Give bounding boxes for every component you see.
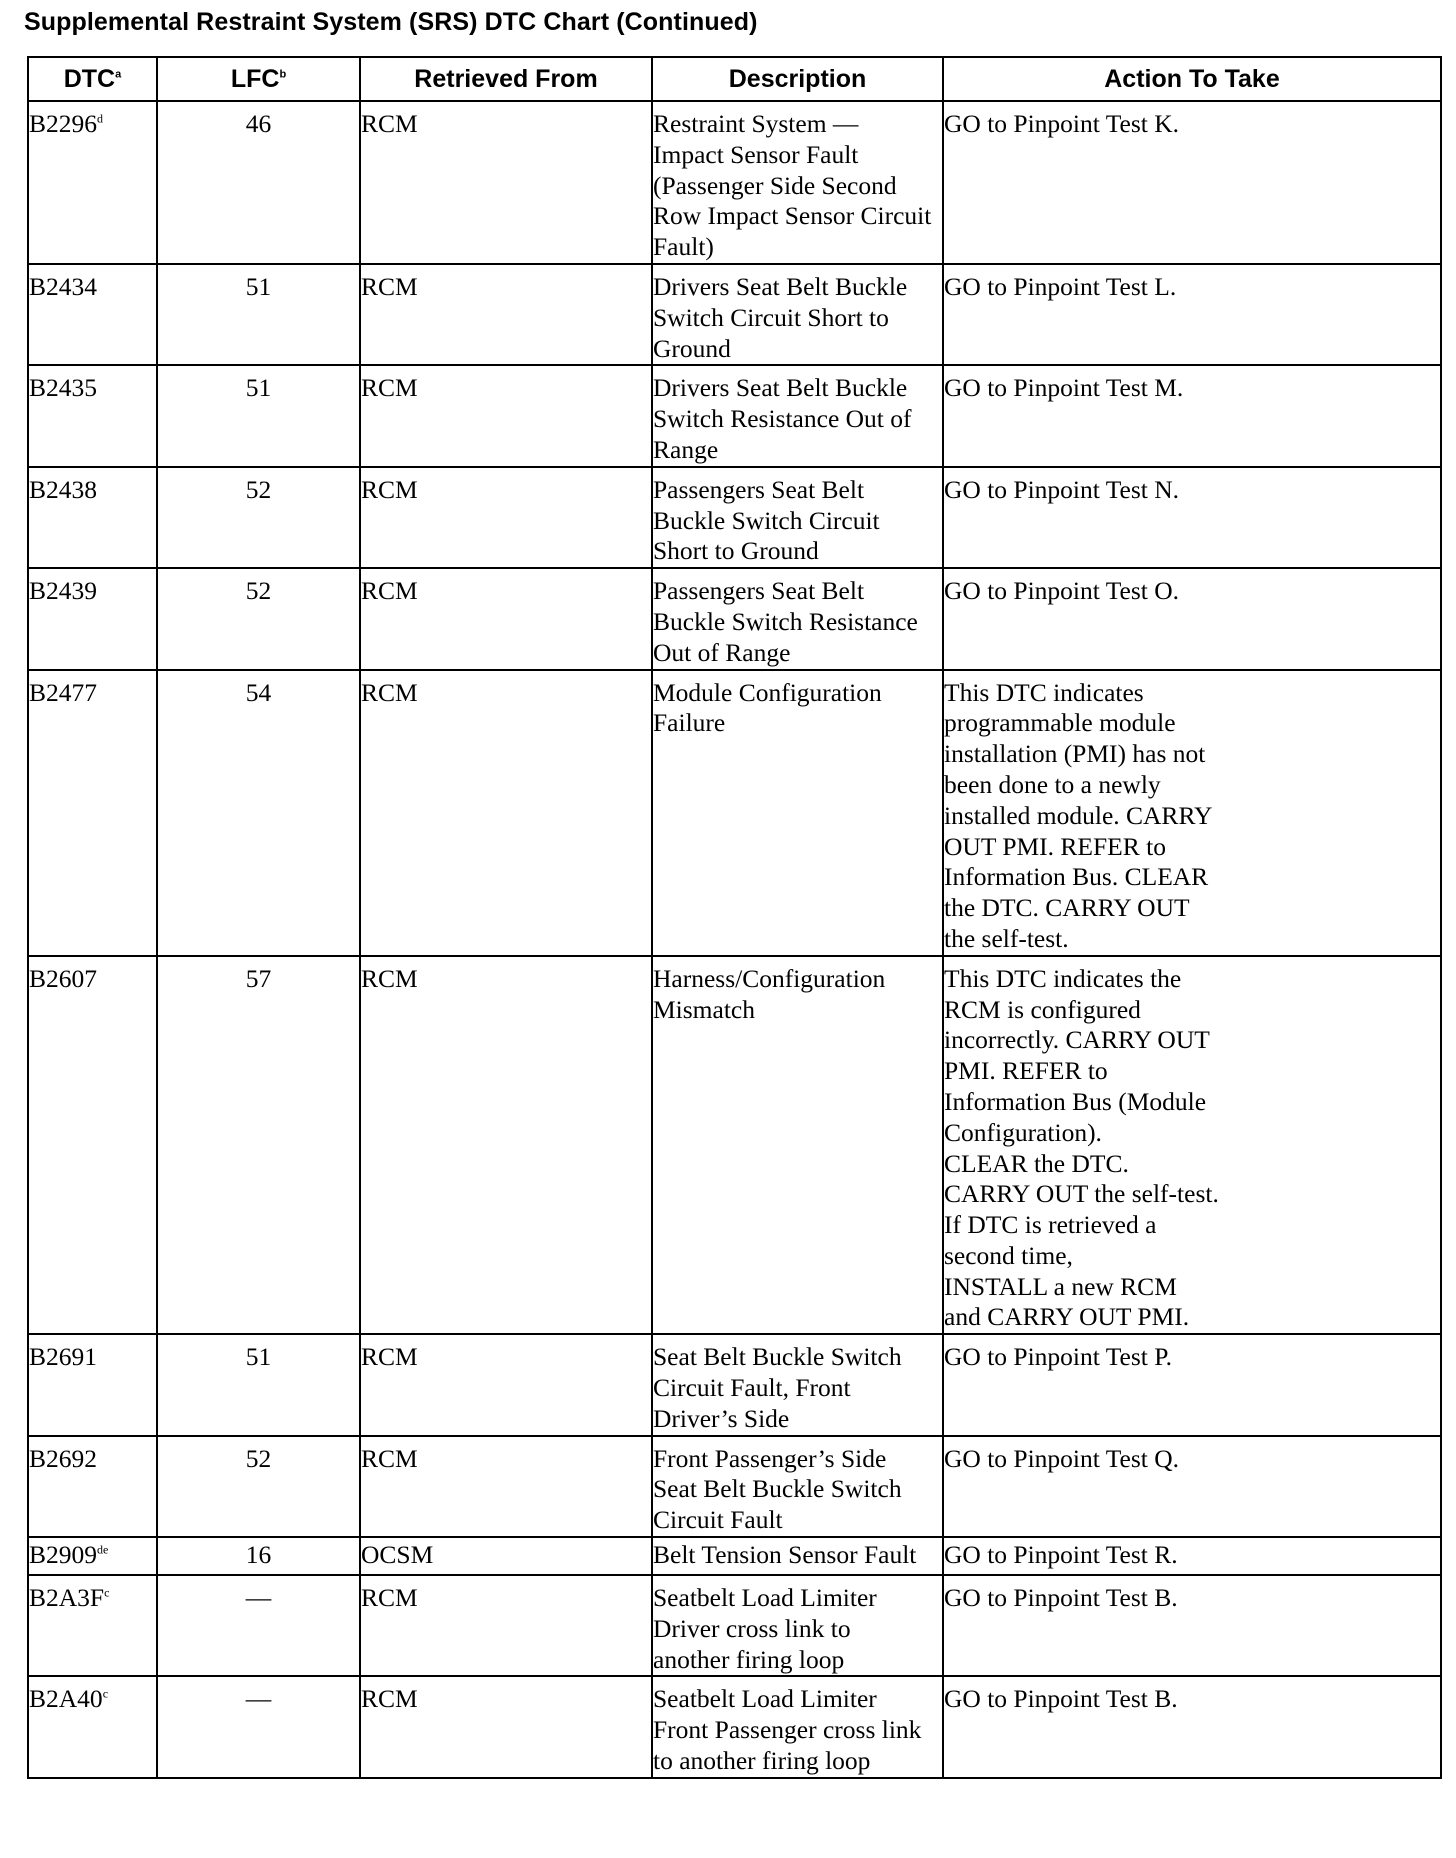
lfc-cell: 52 bbox=[157, 568, 360, 669]
action-line: been done to a newly bbox=[944, 769, 1161, 799]
column-header-description: Description bbox=[652, 57, 943, 101]
action-line: GO to Pinpoint Test R. bbox=[944, 1540, 1178, 1570]
description-cell bbox=[652, 467, 943, 568]
action-line: This DTC indicates the bbox=[944, 963, 1182, 993]
table-row bbox=[28, 956, 1441, 1335]
description-cell bbox=[652, 1676, 943, 1777]
table-row bbox=[28, 670, 1441, 956]
table-row bbox=[28, 1436, 1441, 1537]
table-row bbox=[28, 467, 1441, 568]
description-line: Driver’s Side bbox=[653, 1403, 790, 1433]
description-line: (Passenger Side Second bbox=[653, 170, 897, 200]
description-line: Circuit Fault, Front bbox=[653, 1373, 851, 1403]
description-line: Restraint System — bbox=[653, 109, 859, 138]
action-line: Configuration). bbox=[944, 1117, 1102, 1147]
action-line: second time, bbox=[944, 1240, 1073, 1270]
retrieved-from-cell: RCM bbox=[360, 670, 652, 956]
retrieved-from-cell: RCM bbox=[360, 956, 652, 1335]
description-line: Circuit Fault bbox=[653, 1505, 783, 1535]
description-line: Drivers Seat Belt Buckle bbox=[653, 373, 908, 403]
action-line: RCM is configured bbox=[944, 994, 1141, 1024]
description-line: Module Configuration bbox=[653, 677, 882, 707]
description-line: Row Impact Sensor Circuit bbox=[653, 201, 932, 231]
action-line: installation (PMI) has not bbox=[944, 739, 1206, 769]
description-line: Seat Belt Buckle Switch bbox=[653, 1342, 902, 1372]
action-line: GO to Pinpoint Test Q. bbox=[944, 1443, 1180, 1473]
action-cell bbox=[943, 1537, 1441, 1575]
dtc-footnote-marker: de bbox=[97, 1542, 109, 1557]
dtc-code: B2477 bbox=[29, 677, 98, 707]
lfc-cell: 46 bbox=[157, 101, 360, 264]
dtc-code: B2691 bbox=[29, 1342, 98, 1372]
lfc-cell: — bbox=[157, 1575, 360, 1676]
column-header-dtc: DTC$^a$ bbox=[28, 57, 157, 101]
description-line: Belt Tension Sensor Fault bbox=[653, 1540, 917, 1570]
lfc-cell: 54 bbox=[157, 670, 360, 956]
action-cell bbox=[943, 670, 1441, 956]
description-line: Front Passenger cross link bbox=[653, 1715, 922, 1745]
dtc-code-cell bbox=[28, 101, 157, 264]
description-cell bbox=[652, 956, 943, 1335]
action-line: incorrectly. CARRY OUT bbox=[944, 1025, 1210, 1055]
dtc-code-cell bbox=[28, 568, 157, 669]
dtc-chart-table bbox=[27, 56, 1442, 1779]
page-title: Supplemental Restraint System (SRS) DTC Chart (Continued) bbox=[24, 8, 758, 36]
action-cell bbox=[943, 264, 1441, 365]
retrieved-from-cell: RCM bbox=[360, 1676, 652, 1777]
description-cell bbox=[652, 568, 943, 669]
description-line: Switch Resistance Out of bbox=[653, 404, 912, 434]
description-line: Front Passenger’s Side bbox=[653, 1443, 887, 1473]
action-line: GO to Pinpoint Test N. bbox=[944, 474, 1180, 504]
description-cell bbox=[652, 101, 943, 264]
description-line: Out of Range bbox=[653, 637, 791, 667]
description-cell bbox=[652, 264, 943, 365]
description-line: Buckle Switch Resistance bbox=[653, 606, 918, 636]
description-line: Switch Circuit Short to bbox=[653, 302, 889, 332]
action-line: Information Bus (Module bbox=[944, 1086, 1207, 1116]
dtc-code: B2A3F bbox=[29, 1583, 105, 1613]
description-line: Passengers Seat Belt bbox=[653, 474, 865, 504]
retrieved-from-cell: RCM bbox=[360, 1436, 652, 1537]
description-line: Range bbox=[653, 434, 719, 464]
lfc-cell: 57 bbox=[157, 956, 360, 1335]
dtc-code-cell bbox=[28, 1334, 157, 1435]
retrieved-from-cell: RCM bbox=[360, 1575, 652, 1676]
table-row bbox=[28, 568, 1441, 669]
action-line: CARRY OUT the self-test. bbox=[944, 1179, 1219, 1209]
action-cell bbox=[943, 1436, 1441, 1537]
action-cell bbox=[943, 467, 1441, 568]
retrieved-from-cell: RCM bbox=[360, 568, 652, 669]
description-cell bbox=[652, 365, 943, 466]
action-line: and CARRY OUT PMI. bbox=[944, 1302, 1190, 1332]
dtc-code-cell bbox=[28, 1575, 157, 1676]
action-cell bbox=[943, 568, 1441, 669]
dtc-footnote-marker: d bbox=[97, 111, 104, 126]
description-line: Ground bbox=[653, 333, 731, 363]
action-line: programmable module bbox=[944, 708, 1176, 738]
table-body bbox=[28, 101, 1441, 1778]
dtc-code-cell bbox=[28, 956, 157, 1335]
action-cell bbox=[943, 1334, 1441, 1435]
action-line: CLEAR the DTC. bbox=[944, 1148, 1129, 1178]
retrieved-from-cell: RCM bbox=[360, 467, 652, 568]
dtc-code: B2A40 bbox=[29, 1684, 103, 1714]
action-cell bbox=[943, 956, 1441, 1335]
dtc-code-cell bbox=[28, 1676, 157, 1777]
dtc-code: B2439 bbox=[29, 576, 98, 606]
dtc-code-cell bbox=[28, 670, 157, 956]
action-cell bbox=[943, 1676, 1441, 1777]
dtc-code-cell bbox=[28, 264, 157, 365]
dtc-footnote-marker: c bbox=[104, 1585, 110, 1600]
dtc-code: B2909 bbox=[29, 1540, 98, 1570]
description-line: another firing loop bbox=[653, 1644, 845, 1674]
lfc-cell: 52 bbox=[157, 467, 360, 568]
lfc-cell: 51 bbox=[157, 365, 360, 466]
action-line: Information Bus. CLEAR bbox=[944, 862, 1209, 892]
table-row bbox=[28, 1537, 1441, 1575]
action-line: GO to Pinpoint Test K. bbox=[944, 109, 1180, 138]
retrieved-from-cell: OCSM bbox=[360, 1537, 652, 1575]
table-row bbox=[28, 365, 1441, 466]
lfc-cell: 52 bbox=[157, 1436, 360, 1537]
description-line: Seat Belt Buckle Switch bbox=[653, 1474, 902, 1504]
description-line: Drivers Seat Belt Buckle bbox=[653, 271, 908, 301]
dtc-code: B2607 bbox=[29, 963, 98, 993]
action-line: the DTC. CARRY OUT bbox=[944, 893, 1190, 923]
action-cell bbox=[943, 1575, 1441, 1676]
column-header-lfc: LFC$^b$ bbox=[157, 57, 360, 101]
description-cell bbox=[652, 1575, 943, 1676]
action-line: PMI. REFER to bbox=[944, 1056, 1108, 1086]
action-line: GO to Pinpoint Test O. bbox=[944, 576, 1180, 606]
description-cell bbox=[652, 1537, 943, 1575]
dtc-footnote-marker: c bbox=[102, 1686, 109, 1701]
dtc-code-cell bbox=[28, 1436, 157, 1537]
description-line: Buckle Switch Circuit bbox=[653, 505, 880, 535]
description-cell bbox=[652, 1436, 943, 1537]
action-line: INSTALL a new RCM bbox=[944, 1271, 1177, 1301]
action-line: GO to Pinpoint Test B. bbox=[944, 1684, 1178, 1714]
description-line: Mismatch bbox=[653, 994, 755, 1024]
column-header-action: Action To Take bbox=[943, 57, 1441, 101]
description-line: Fault) bbox=[653, 232, 714, 262]
description-line: Seatbelt Load Limiter bbox=[653, 1583, 877, 1613]
action-cell bbox=[943, 101, 1441, 264]
action-line: If DTC is retrieved a bbox=[944, 1210, 1157, 1240]
lfc-cell: — bbox=[157, 1676, 360, 1777]
retrieved-from-cell: RCM bbox=[360, 264, 652, 365]
dtc-code-cell bbox=[28, 365, 157, 466]
dtc-code-cell bbox=[28, 467, 157, 568]
table-row bbox=[28, 1575, 1441, 1676]
dtc-code: B2435 bbox=[29, 373, 98, 403]
description-line: Failure bbox=[653, 708, 726, 738]
description-line: Passengers Seat Belt bbox=[653, 576, 865, 606]
dtc-code-cell bbox=[28, 1537, 157, 1575]
description-cell bbox=[652, 1334, 943, 1435]
action-line: GO to Pinpoint Test M. bbox=[944, 373, 1184, 403]
action-line: GO to Pinpoint Test B. bbox=[944, 1583, 1178, 1613]
description-line: Driver cross link to bbox=[653, 1613, 851, 1643]
dtc-code: B2438 bbox=[29, 474, 98, 504]
lfc-cell: 51 bbox=[157, 1334, 360, 1435]
lfc-cell: 16 bbox=[157, 1537, 360, 1575]
description-line: Harness/Configuration bbox=[653, 963, 886, 993]
lfc-cell: 51 bbox=[157, 264, 360, 365]
table-row bbox=[28, 264, 1441, 365]
description-line: Impact Sensor Fault bbox=[653, 139, 859, 169]
description-line: Short to Ground bbox=[653, 536, 819, 566]
action-line: GO to Pinpoint Test L. bbox=[944, 271, 1177, 301]
table-header-row bbox=[28, 57, 1441, 101]
dtc-code: B2692 bbox=[29, 1443, 98, 1473]
action-cell bbox=[943, 365, 1441, 466]
table-row bbox=[28, 1676, 1441, 1777]
description-cell bbox=[652, 670, 943, 956]
column-header-retrieved-from: Retrieved From bbox=[360, 57, 652, 101]
dtc-code: B2296 bbox=[29, 109, 98, 138]
table-row bbox=[28, 101, 1441, 264]
action-line: installed module. CARRY bbox=[944, 800, 1213, 830]
action-line: the self-test. bbox=[944, 923, 1069, 953]
action-line: OUT PMI. REFER to bbox=[944, 831, 1166, 861]
action-line: This DTC indicates bbox=[944, 677, 1144, 707]
retrieved-from-cell: RCM bbox=[360, 1334, 652, 1435]
retrieved-from-cell: RCM bbox=[360, 101, 652, 264]
table-row bbox=[28, 1334, 1441, 1435]
retrieved-from-cell: RCM bbox=[360, 365, 652, 466]
action-line: GO to Pinpoint Test P. bbox=[944, 1342, 1172, 1372]
description-line: to another firing loop bbox=[653, 1746, 871, 1776]
dtc-code: B2434 bbox=[29, 271, 98, 301]
description-line: Seatbelt Load Limiter bbox=[653, 1684, 877, 1714]
